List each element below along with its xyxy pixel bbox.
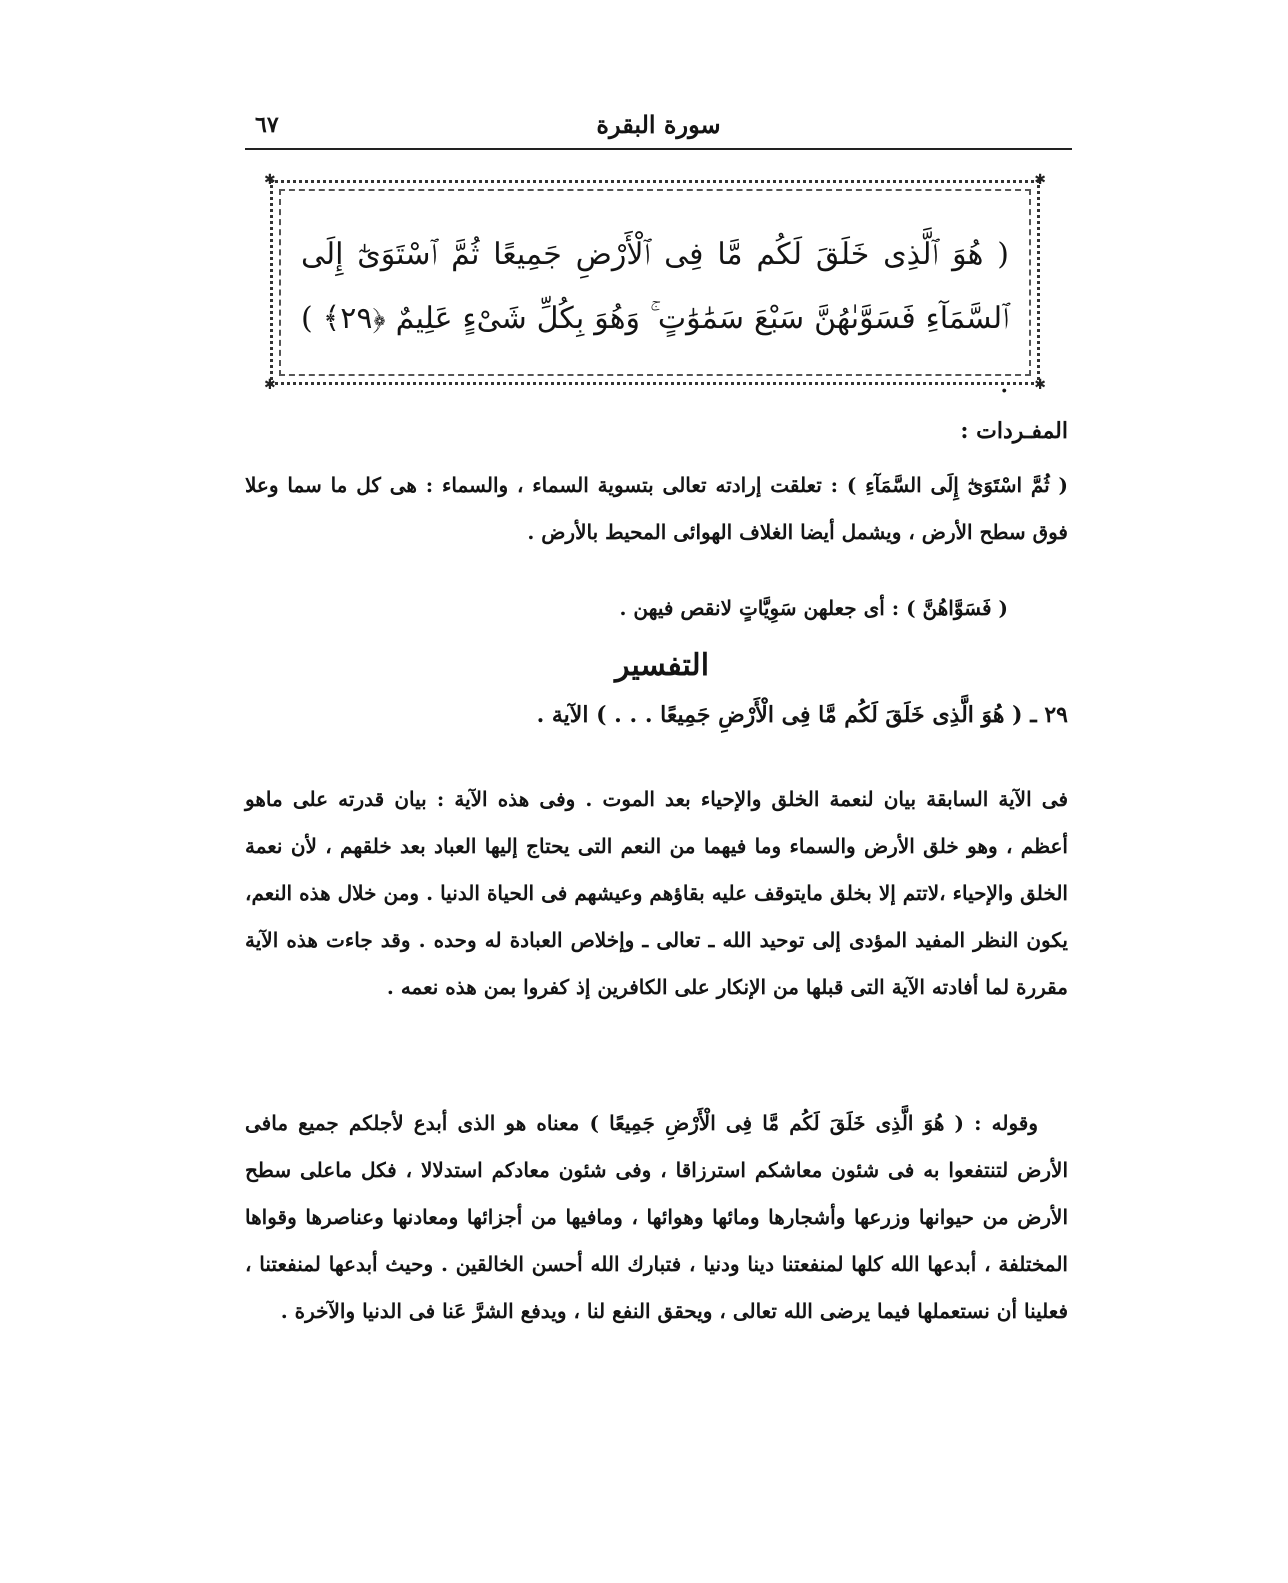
star-ornament-icon: ✱ <box>264 377 276 393</box>
surah-name: سورة البقرة <box>596 110 721 139</box>
vocabulary-heading: المفـردات : <box>960 418 1068 444</box>
tafsir-paragraph: وقوله : ( هُوَ الَّذِى خَلَقَ لَكُم مَّا فِى الْأَرْضِ جَمِيعًا ) معناه هو الذى أبدع لأجلكم جميع مافى الأرض لتنتفعوا به فى شئون معاشكم استرزاقا ، وفى شئون معادكم استدلالا ، فكل ماعلى سطح الأرض من حيوانها وزرعها وأشجارها ومائها وهوائها ، ومافيها من أجزائها ومعادنها وعناصرها وقواها المختلفة ، أبدعها الله كلها لمنفعتنا دينا ودنيا ، فتبارك الله أحسن الخالقين . وحيث أبدعها لمنفعتنا ، فعلينا أن نستعملها فيما يرضى الله تعالى ، ويحقق النفع لنا ، ويدفع الشرَّ عَنا فى الدنيا والآخرة . <box>245 1111 1068 1323</box>
tafsir-heading <box>0 648 1288 683</box>
star-ornament-icon: ✱ <box>264 172 276 188</box>
vocabulary-entry: ( ثُمَّ اسْتَوَىٰٓ إِلَى السَّمَآءِ ) : تعلقت إرادته تعالى بتسوية السماء ، والسماء : هى كل ما سما وعلا فوق سطح الأرض ، ويشمل أيضا الغلاف الهوائى المحيط بالأرض . <box>245 473 1068 544</box>
page-number: ٦٧ <box>255 112 279 138</box>
star-ornament-icon: ✱ <box>1034 172 1046 188</box>
quran-verse: ( هُوَ ٱلَّذِى خَلَقَ لَكُم مَّا فِى ٱلْأَرْضِ جَمِيعًا ثُمَّ ٱسْتَوَىٰٓ إِلَى ٱلسَّمَآءِ فَسَوَّىٰهُنَّ سَبْعَ سَمَٰوَٰتٍ ۚ وَهُوَ بِكُلِّ شَىْءٍ عَلِيمٌ ﴿٢٩﴾ ) . <box>301 237 1009 400</box>
tafsir-paragraph: فى الآية السابقة بيان لنعمة الخلق والإحياء بعد الموت . وفى هذه الآية : بيان قدرته على ماهو أعظم ، وهو خلق الأرض والسماء وما فيهما من النعم التى يحتاج إليها العباد بعد خلقهم ، لأن نعمة الخلق والإحياء ،لاتتم إلا بخلق مايتوقف عليه بقاؤهم وعيشهم فى الحياة الدنيا . ومن خلال هذه النعم، يكون النظر المفيد المؤدى إلى توحيد الله ـ تعالى ـ وإخلاص العبادة له وحده . وقد جاءت هذه الآية مقررة لما أفادته الآية التى قبلها من الإنكار على الكافرين إذ كفروا بمن هذه نعمه . <box>245 787 1068 999</box>
star-ornament-icon: ✱ <box>1034 377 1046 393</box>
page-header <box>245 108 1072 150</box>
tafsir-title: التفسير <box>614 648 710 683</box>
verse-reference: ٢٩ ـ ( هُوَ الَّذِى خَلَقَ لَكُم مَّا فِى الْأَرْضِ جَمِيعًا . . . ) الآية . <box>536 702 1068 728</box>
verse-frame <box>264 172 1046 400</box>
vocabulary-entry: ( فَسَوَّاهُنَّ ) : أى جعلهن سَوِيَّاتٍ لانقص فيهن . <box>619 596 1008 620</box>
